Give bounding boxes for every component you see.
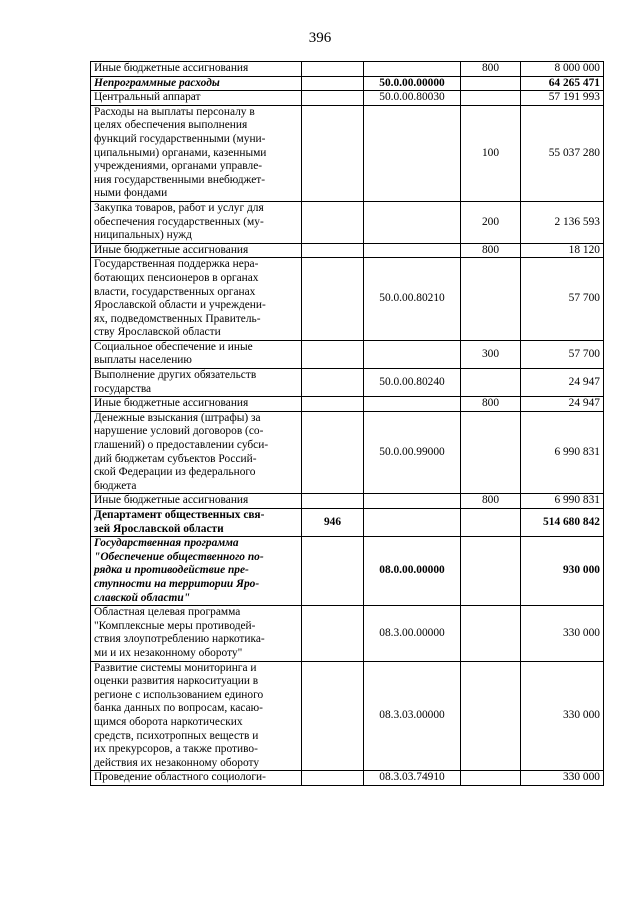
amount-cell: 6 990 831 bbox=[521, 411, 604, 494]
amount-cell: 24 947 bbox=[521, 369, 604, 397]
expense-type-cell bbox=[461, 411, 521, 494]
expense-type-cell: 300 bbox=[461, 340, 521, 368]
amount-cell: 24 947 bbox=[521, 397, 604, 412]
amount-cell: 57 700 bbox=[521, 340, 604, 368]
amount-cell: 18 120 bbox=[521, 243, 604, 258]
amount-cell: 330 000 bbox=[521, 606, 604, 661]
target-article-cell bbox=[364, 105, 461, 201]
department-code-cell bbox=[302, 494, 364, 509]
target-article-cell: 50.0.00.80210 bbox=[364, 258, 461, 341]
expense-type-cell: 800 bbox=[461, 397, 521, 412]
amount-cell: 514 680 842 bbox=[521, 509, 604, 537]
department-code-cell bbox=[302, 606, 364, 661]
target-article-cell: 08.3.03.74910 bbox=[364, 771, 461, 786]
target-article-cell: 08.3.00.00000 bbox=[364, 606, 461, 661]
expense-type-cell: 800 bbox=[461, 494, 521, 509]
department-code-cell bbox=[302, 661, 364, 771]
table-row bbox=[91, 411, 604, 494]
target-article-cell bbox=[364, 494, 461, 509]
amount-cell: 57 191 993 bbox=[521, 91, 604, 106]
expense-type-cell bbox=[461, 91, 521, 106]
target-article-cell: 50.0.00.99000 bbox=[364, 411, 461, 494]
department-code-cell bbox=[302, 397, 364, 412]
expense-name-cell: Выполнение других обязательств государства bbox=[91, 369, 302, 397]
expense-name-cell: Непрограммные расходы bbox=[91, 76, 302, 91]
table-row bbox=[91, 243, 604, 258]
department-code-cell bbox=[302, 537, 364, 606]
table-row bbox=[91, 201, 604, 243]
expense-type-cell bbox=[461, 509, 521, 537]
expense-name-cell: Иные бюджетные ассигнования bbox=[91, 62, 302, 77]
table-row bbox=[91, 606, 604, 661]
department-code-cell bbox=[302, 105, 364, 201]
budget-table-body bbox=[91, 62, 604, 786]
budget-table bbox=[90, 61, 604, 786]
table-row bbox=[91, 258, 604, 341]
target-article-cell bbox=[364, 509, 461, 537]
expense-type-cell bbox=[461, 661, 521, 771]
table-row bbox=[91, 340, 604, 368]
expense-name-cell: Иные бюджетные ассигнования bbox=[91, 243, 302, 258]
table-row bbox=[91, 397, 604, 412]
target-article-cell bbox=[364, 201, 461, 243]
amount-cell: 330 000 bbox=[521, 771, 604, 786]
department-code-cell bbox=[302, 340, 364, 368]
amount-cell: 55 037 280 bbox=[521, 105, 604, 201]
expense-name-cell: Закупка товаров, работ и услуг для обеспечения государственных (му- ниципальных) нужд bbox=[91, 201, 302, 243]
department-code-cell bbox=[302, 771, 364, 786]
target-article-cell: 50.0.00.80240 bbox=[364, 369, 461, 397]
expense-name-cell: Департамент общественных свя- зей Ярославской области bbox=[91, 509, 302, 537]
expense-name-cell: Иные бюджетные ассигнования bbox=[91, 494, 302, 509]
expense-name-cell: Областная целевая программа "Комплексные меры противодей- ствия злоупотреблению наркотика- ми и их незаконному обороту" bbox=[91, 606, 302, 661]
table-row bbox=[91, 771, 604, 786]
table-row bbox=[91, 62, 604, 77]
department-code-cell bbox=[302, 201, 364, 243]
department-code-cell bbox=[302, 76, 364, 91]
table-row bbox=[91, 105, 604, 201]
table-row bbox=[91, 369, 604, 397]
expense-type-cell bbox=[461, 606, 521, 661]
target-article-cell bbox=[364, 340, 461, 368]
expense-name-cell: Центральный аппарат bbox=[91, 91, 302, 106]
target-article-cell bbox=[364, 397, 461, 412]
amount-cell: 930 000 bbox=[521, 537, 604, 606]
expense-name-cell: Иные бюджетные ассигнования bbox=[91, 397, 302, 412]
department-code-cell bbox=[302, 411, 364, 494]
expense-name-cell: Денежные взыскания (штрафы) за нарушение условий договоров (со- глашений) о предоставлении субси- дий бюджетам субъектов Россий- ской Федерации из федерального бюджета bbox=[91, 411, 302, 494]
table-row bbox=[91, 509, 604, 537]
expense-name-cell: Развитие системы мониторинга и оценки развития наркоситуации в регионе с использованием единого банка данных по вопросам, касаю- щимся оборота наркотических средств, психотропных веществ и их прекурсоров, а также противо- действия их незаконному обороту bbox=[91, 661, 302, 771]
department-code-cell bbox=[302, 258, 364, 341]
expense-name-cell: Государственная поддержка нера- ботающих пенсионеров в органах власти, государственных органах Ярославской области и учреждени- ях, подведомственных Правитель- ству Ярославской области bbox=[91, 258, 302, 341]
department-code-cell bbox=[302, 243, 364, 258]
expense-name-cell: Проведение областного социологи- bbox=[91, 771, 302, 786]
amount-cell: 330 000 bbox=[521, 661, 604, 771]
amount-cell: 2 136 593 bbox=[521, 201, 604, 243]
expense-name-cell: Расходы на выплаты персоналу в целях обеспечения выполнения функций государственными (муни- ципальными) органами, казенными учреждениями, органами управле- ния государственными внебюджет- ными фондами bbox=[91, 105, 302, 201]
expense-type-cell: 800 bbox=[461, 243, 521, 258]
expense-name-cell: Государственная программа "Обеспечение общественного по- рядка и противодействие пре- ступности на территории Яро- славской области" bbox=[91, 537, 302, 606]
table-row bbox=[91, 661, 604, 771]
expense-type-cell: 200 bbox=[461, 201, 521, 243]
amount-cell: 57 700 bbox=[521, 258, 604, 341]
target-article-cell: 50.0.00.00000 bbox=[364, 76, 461, 91]
target-article-cell: 50.0.00.80030 bbox=[364, 91, 461, 106]
department-code-cell bbox=[302, 91, 364, 106]
department-code-cell bbox=[302, 369, 364, 397]
target-article-cell: 08.3.03.00000 bbox=[364, 661, 461, 771]
department-code-cell bbox=[302, 62, 364, 77]
amount-cell: 8 000 000 bbox=[521, 62, 604, 77]
amount-cell: 64 265 471 bbox=[521, 76, 604, 91]
expense-type-cell bbox=[461, 369, 521, 397]
table-row bbox=[91, 91, 604, 106]
target-article-cell bbox=[364, 62, 461, 77]
expense-type-cell bbox=[461, 771, 521, 786]
expense-name-cell: Социальное обеспечение и иные выплаты населению bbox=[91, 340, 302, 368]
expense-type-cell bbox=[461, 537, 521, 606]
table-row bbox=[91, 76, 604, 91]
target-article-cell bbox=[364, 243, 461, 258]
target-article-cell: 08.0.00.00000 bbox=[364, 537, 461, 606]
amount-cell: 6 990 831 bbox=[521, 494, 604, 509]
table-row bbox=[91, 537, 604, 606]
expense-type-cell: 800 bbox=[461, 62, 521, 77]
expense-type-cell bbox=[461, 258, 521, 341]
page-number: 396 bbox=[308, 30, 332, 46]
expense-type-cell: 100 bbox=[461, 105, 521, 201]
expense-type-cell bbox=[461, 76, 521, 91]
table-row bbox=[91, 494, 604, 509]
department-code-cell: 946 bbox=[302, 509, 364, 537]
